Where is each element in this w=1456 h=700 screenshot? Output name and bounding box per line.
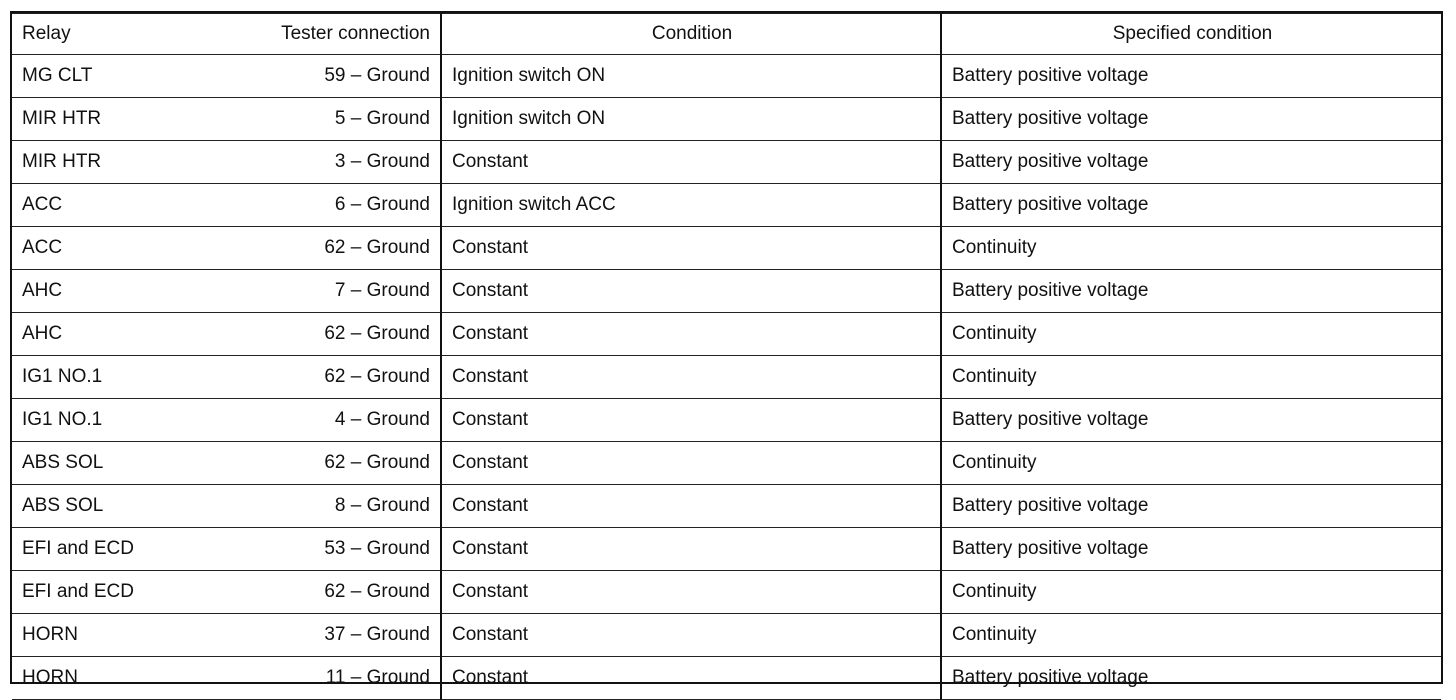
specified-condition-cell: Battery positive voltage — [941, 141, 1441, 184]
condition-cell: Constant — [441, 571, 941, 614]
condition-cell: Constant — [441, 141, 941, 184]
condition-cell: Constant — [441, 227, 941, 270]
table-row — [12, 528, 1441, 571]
table-row — [12, 657, 1441, 700]
specified-condition-cell: Battery positive voltage — [941, 98, 1441, 141]
specified-condition-cell: Battery positive voltage — [941, 270, 1441, 313]
specified-condition-cell: Battery positive voltage — [941, 528, 1441, 571]
specified-condition-cell: Continuity — [941, 614, 1441, 657]
table-row — [12, 614, 1441, 657]
condition-cell: Constant — [441, 442, 941, 485]
table-row — [12, 98, 1441, 141]
tester-connection-cell: 7 – Ground — [230, 270, 441, 313]
relay-cell: IG1 NO.1 — [12, 399, 230, 442]
relay-cell: AHC — [12, 270, 230, 313]
specified-condition-cell: Battery positive voltage — [941, 184, 1441, 227]
specified-condition-cell: Battery positive voltage — [941, 657, 1441, 700]
table-row — [12, 571, 1441, 614]
relay-inspection-table-frame — [10, 11, 1443, 688]
condition-cell: Constant — [441, 313, 941, 356]
table-header-row — [12, 14, 1441, 55]
specified-condition-cell: Battery positive voltage — [941, 399, 1441, 442]
condition-cell: Constant — [441, 528, 941, 571]
table-row — [12, 399, 1441, 442]
relay-cell: ABS SOL — [12, 485, 230, 528]
tester-connection-cell: 6 – Ground — [230, 184, 441, 227]
relay-cell: EFI and ECD — [12, 528, 230, 571]
tester-connection-cell: 4 – Ground — [230, 399, 441, 442]
table-row — [12, 270, 1441, 313]
specified-condition-cell: Continuity — [941, 227, 1441, 270]
relay-inspection-table — [12, 13, 1441, 700]
relay-cell: ABS SOL — [12, 442, 230, 485]
tester-connection-cell: 11 – Ground — [230, 657, 441, 700]
relay-cell: IG1 NO.1 — [12, 356, 230, 399]
table-row — [12, 313, 1441, 356]
tester-connection-cell: 3 – Ground — [230, 141, 441, 184]
condition-cell: Ignition switch ON — [441, 55, 941, 98]
tester-connection-cell: 37 – Ground — [230, 614, 441, 657]
relay-cell: EFI and ECD — [12, 571, 230, 614]
table-row — [12, 442, 1441, 485]
relay-cell: AHC — [12, 313, 230, 356]
tester-connection-cell: 5 – Ground — [230, 98, 441, 141]
header-condition: Condition — [441, 14, 941, 55]
specified-condition-cell: Battery positive voltage — [941, 485, 1441, 528]
relay-cell: MG CLT — [12, 55, 230, 98]
relay-cell: MIR HTR — [12, 98, 230, 141]
condition-cell: Constant — [441, 270, 941, 313]
header-relay: Relay — [12, 14, 230, 55]
tester-connection-cell: 59 – Ground — [230, 55, 441, 98]
condition-cell: Ignition switch ON — [441, 98, 941, 141]
tester-connection-cell: 53 – Ground — [230, 528, 441, 571]
table-row — [12, 227, 1441, 270]
relay-cell: MIR HTR — [12, 141, 230, 184]
relay-cell: ACC — [12, 184, 230, 227]
table-row — [12, 485, 1441, 528]
relay-cell: HORN — [12, 614, 230, 657]
tester-connection-cell: 62 – Ground — [230, 227, 441, 270]
tester-connection-cell: 62 – Ground — [230, 442, 441, 485]
table-row — [12, 55, 1441, 98]
relay-cell: ACC — [12, 227, 230, 270]
specified-condition-cell: Continuity — [941, 442, 1441, 485]
condition-cell: Constant — [441, 485, 941, 528]
table-row — [12, 356, 1441, 399]
tester-connection-cell: 8 – Ground — [230, 485, 441, 528]
specified-condition-cell: Continuity — [941, 356, 1441, 399]
condition-cell: Constant — [441, 399, 941, 442]
header-specified-condition: Specified condition — [941, 14, 1441, 55]
specified-condition-cell: Battery positive voltage — [941, 55, 1441, 98]
condition-cell: Ignition switch ACC — [441, 184, 941, 227]
specified-condition-cell: Continuity — [941, 313, 1441, 356]
relay-cell: HORN — [12, 657, 230, 700]
condition-cell: Constant — [441, 356, 941, 399]
condition-cell: Constant — [441, 657, 941, 700]
tester-connection-cell: 62 – Ground — [230, 356, 441, 399]
header-tester-connection: Tester connection — [230, 14, 441, 55]
specified-condition-cell: Continuity — [941, 571, 1441, 614]
tester-connection-cell: 62 – Ground — [230, 313, 441, 356]
tester-connection-cell: 62 – Ground — [230, 571, 441, 614]
table-row — [12, 141, 1441, 184]
table-row — [12, 184, 1441, 227]
condition-cell: Constant — [441, 614, 941, 657]
